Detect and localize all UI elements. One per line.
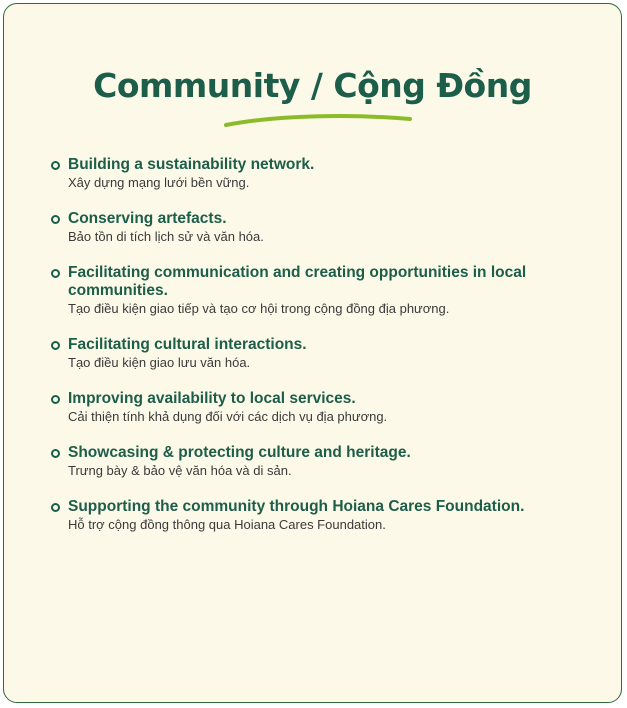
item-vietnamese-text: Trưng bày & bảo vệ văn hóa và di sản. <box>68 463 292 478</box>
bullet-circle-icon <box>51 215 60 224</box>
item-vietnamese-text: Cải thiện tính khả dụng đối với các dịch vụ địa phương. <box>68 409 388 424</box>
item-english-text: Facilitating communication and creating opportunities in local communities. <box>68 264 527 299</box>
item-vietnamese-text: Tạo điều kiện giao tiếp và tạo cơ hội trong cộng đồng địa phương. <box>68 301 450 316</box>
title-underline-swoosh <box>222 110 414 132</box>
item-english-text: Facilitating cultural interactions. <box>68 336 307 353</box>
community-commitments-list <box>51 156 596 533</box>
list-item <box>51 444 596 479</box>
bullet-circle-icon <box>51 449 60 458</box>
list-item <box>51 156 596 191</box>
item-vietnamese-text: Xây dựng mạng lưới bền vững. <box>68 175 250 190</box>
item-vietnamese-text: Bảo tồn di tích lịch sử và văn hóa. <box>68 229 264 244</box>
list-item <box>51 336 596 371</box>
list-item <box>51 210 596 245</box>
item-english-text: Conserving artefacts. <box>68 210 227 227</box>
bullet-circle-icon <box>51 503 60 512</box>
item-english-text: Building a sustainability network. <box>68 156 315 173</box>
bullet-circle-icon <box>51 395 60 404</box>
item-english-text: Supporting the community through Hoiana Cares Foundation. <box>68 498 525 515</box>
list-item <box>51 264 596 317</box>
item-english-text: Improving availability to local services. <box>68 390 356 407</box>
bullet-circle-icon <box>51 161 60 170</box>
bullet-circle-icon <box>51 341 60 350</box>
list-item <box>51 390 596 425</box>
page-title: Community / Cộng Đồng <box>93 66 532 105</box>
item-vietnamese-text: Hỗ trợ cộng đồng thông qua Hoiana Cares Foundation. <box>68 517 386 532</box>
item-vietnamese-text: Tạo điều kiện giao lưu văn hóa. <box>68 355 251 370</box>
list-item <box>51 498 596 533</box>
community-card <box>3 3 622 703</box>
item-english-text: Showcasing & protecting culture and heritage. <box>68 444 411 461</box>
bullet-circle-icon <box>51 269 60 278</box>
